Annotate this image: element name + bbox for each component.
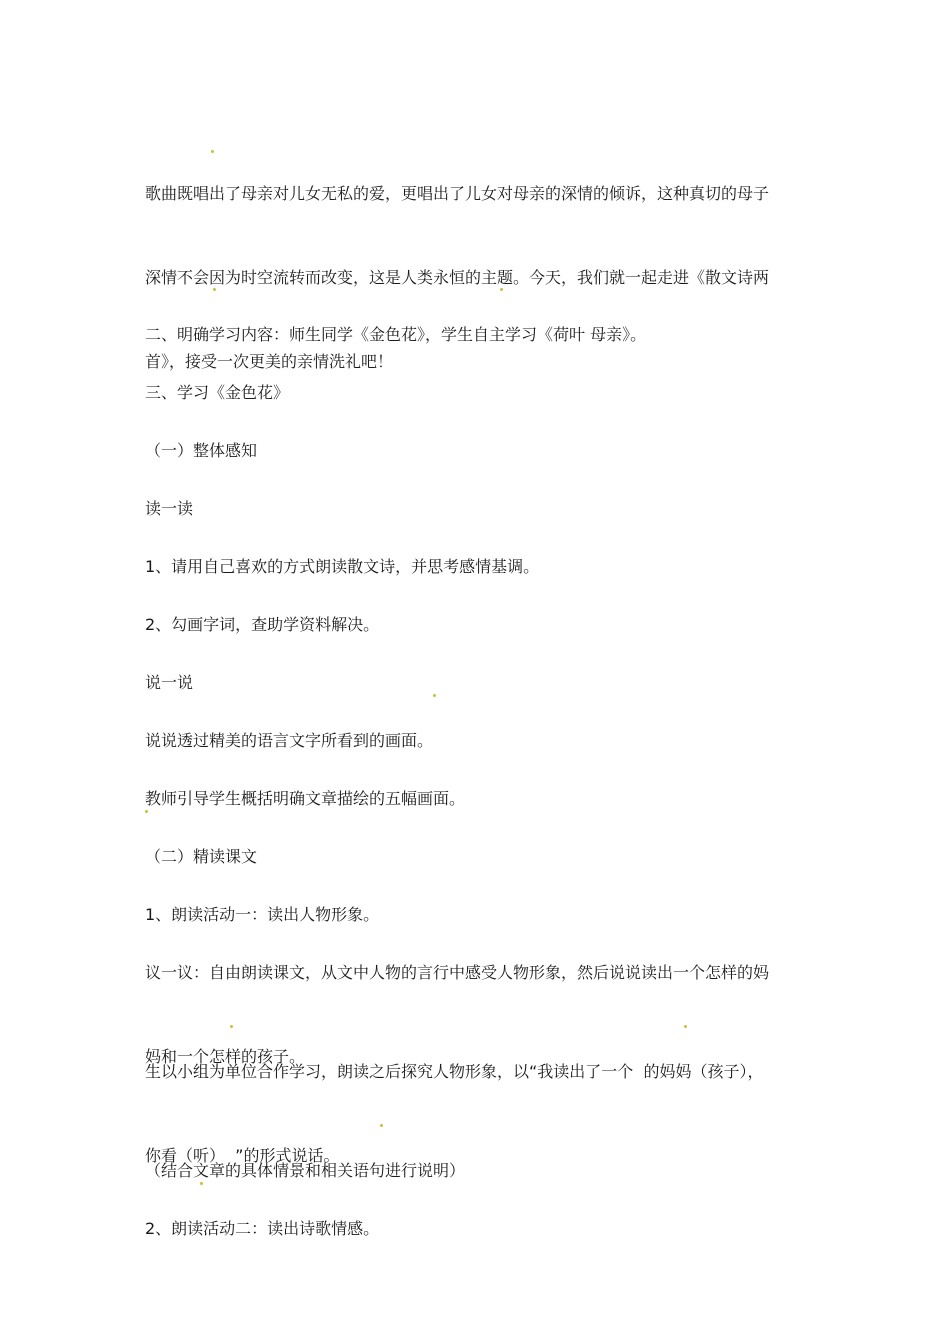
marker-dot bbox=[211, 150, 214, 153]
text-line: 议一议：自由朗读课文，从文中人物的言行中感受人物形象，然后说说读出一个怎样的妈 bbox=[145, 963, 770, 982]
text-line: 读一读 bbox=[145, 499, 194, 518]
marker-dot bbox=[200, 1182, 203, 1185]
marker-dot bbox=[380, 1124, 383, 1127]
marker-dot bbox=[145, 810, 148, 813]
text-line: 说一说 bbox=[145, 673, 194, 692]
list-item bbox=[145, 1159, 815, 1299]
marker-dot bbox=[500, 288, 503, 291]
text-line: （结合文章的具体情景和相关语句进行说明） bbox=[145, 1161, 466, 1180]
text-line: （二）精读课文 bbox=[145, 847, 258, 866]
marker-dot bbox=[684, 1025, 687, 1028]
text-line: 1、朗读活动一：读出人物形象。 bbox=[145, 905, 380, 924]
text-line: 深情不会因为时空流转而改变，这是人类永恒的主题。今天，我们就一起走进《散文诗两 bbox=[145, 268, 770, 287]
text-line: 说说透过精美的语言文字所看到的画面。 bbox=[145, 731, 434, 750]
text-line: （一）整体感知 bbox=[145, 441, 258, 460]
text-line: 你看（听） ”的形式说话。 bbox=[145, 1146, 340, 1165]
text-line: 歌曲既唱出了母亲对儿女无私的爱，更唱出了儿女对母亲的深情的倾诉，这种真切的母子 bbox=[145, 184, 770, 203]
text-line: 2、朗读活动二：读出诗歌情感。 bbox=[145, 1219, 380, 1238]
text-line: 三、学习《金色花》 bbox=[145, 383, 290, 402]
text-line: 教师引导学生概括明确文章描绘的五幅画面。 bbox=[145, 789, 466, 808]
text-line: 生以小组为单位合作学习，朗读之后探究人物形象，以“我读出了一个 的妈妈（孩子）， bbox=[145, 1062, 764, 1081]
marker-dot bbox=[230, 1025, 233, 1028]
text-line: 1、请用自己喜欢的方式朗读散文诗，并思考感情基调。 bbox=[145, 557, 540, 576]
marker-dot bbox=[213, 288, 216, 291]
text-line: 2、勾画字词，查助学资料解决。 bbox=[145, 615, 380, 634]
text-line: 妈和一个怎样的孩子。 bbox=[145, 1047, 306, 1066]
marker-dot bbox=[433, 694, 436, 697]
text-line: 二、明确学习内容：师生同学《金色花》，学生自主学习《荷叶 母亲》。 bbox=[145, 325, 647, 344]
text-line: 首》，接受一次更美的亲情洗礼吧！ bbox=[145, 352, 394, 371]
